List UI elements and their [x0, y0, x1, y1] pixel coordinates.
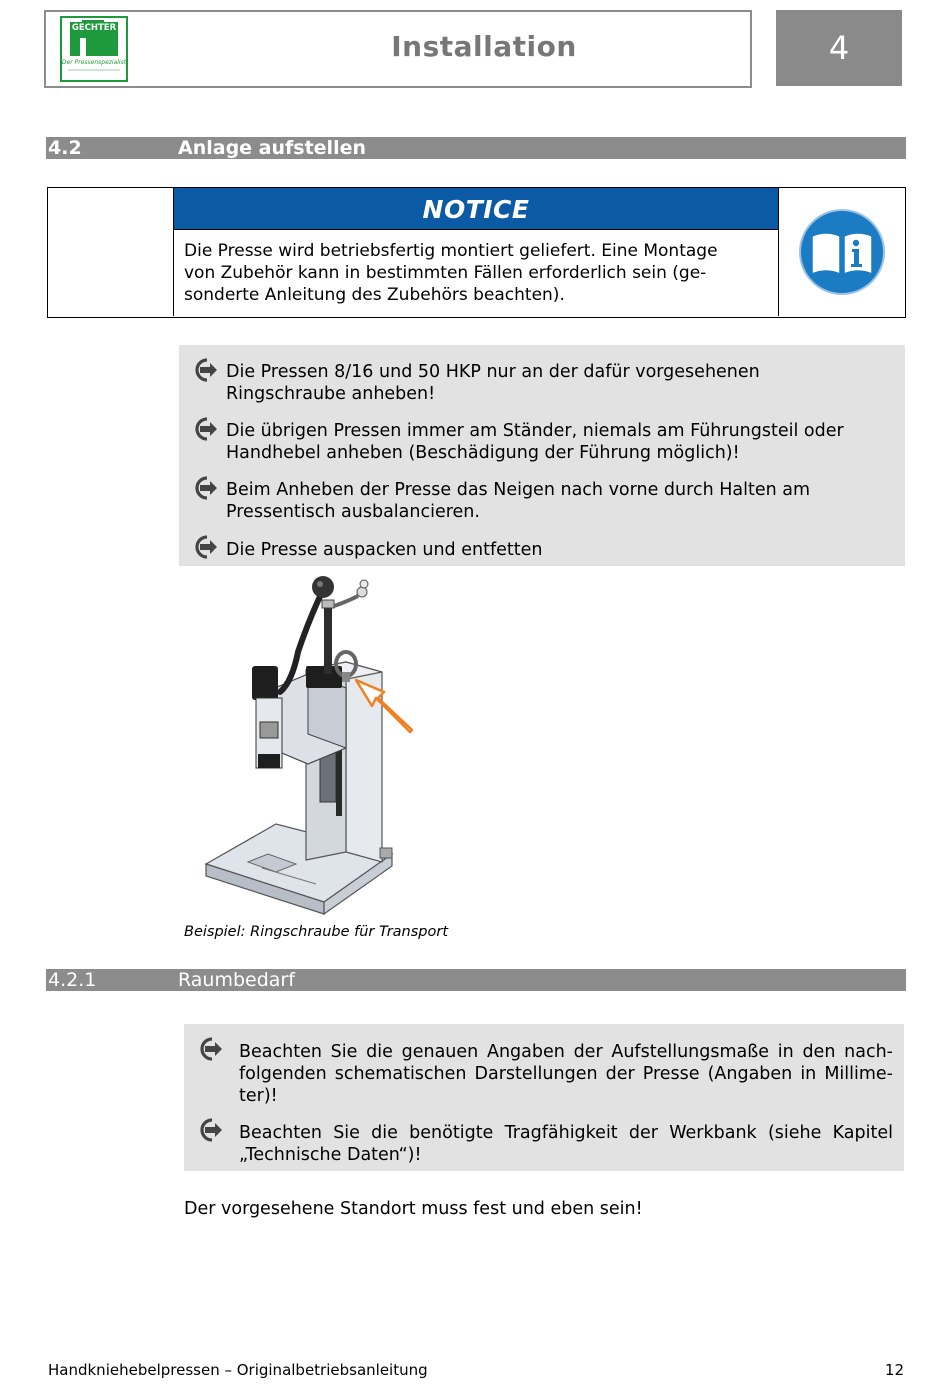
arrow-bullet-icon [200, 1037, 224, 1061]
arrow-bullet-icon [200, 1118, 224, 1142]
section-heading [46, 137, 906, 159]
space-instructions [184, 1024, 904, 1171]
figure-caption: Beispiel: Ringschraube für Transport [184, 924, 449, 940]
notice-divider [778, 187, 779, 316]
subsection-heading [46, 969, 906, 991]
lifting-instructions [179, 345, 905, 566]
list-item: Die Pressen 8/16 und 50 HKP nur an der dafür vorgesehenen Ringschraube anheben! [226, 362, 760, 404]
list-item: Die übrigen Pressen immer am Ständer, niemals am Führungsteil oder Handhebel anheben (Beschädigung der Führung möglich)! [226, 421, 844, 463]
arrow-bullet-icon [195, 358, 219, 382]
list-item: Beachten Sie die benötigte Tragfähigkeit der Werkbank (siehe Kapitel „Technische Daten“)! [239, 1123, 893, 1165]
notice-line: sonderte Anleitung des Zubehörs beachten). [184, 285, 565, 305]
list-item: Beachten Sie die genauen Angaben der Aufstellungsmaße in den nach- folgenden schematischen Darstellungen der Presse (Angaben in Millime- ter)! [239, 1042, 893, 1106]
section-number: 4.2 [48, 137, 82, 159]
manual-info-icon [798, 208, 886, 296]
logo-brand-text: GECHTER [71, 23, 117, 33]
location-note: Der vorgesehene Standort muss fest und eben sein! [184, 1199, 643, 1219]
list-item: Die Presse auspacken und entfetten [226, 540, 543, 560]
subsection-title: Raumbedarf [178, 969, 295, 991]
logo-tagline: Der Pressenspezialist [61, 59, 127, 66]
subsection-number: 4.2.1 [48, 969, 97, 991]
notice-heading: NOTICE [174, 188, 778, 230]
page-title: Installation [391, 30, 577, 63]
chapter-number: 4 [776, 10, 902, 86]
notice-text [184, 240, 764, 306]
press-illustration [196, 572, 426, 922]
notice-line: Die Presse wird betriebsfertig montiert geliefert. Eine Montage [184, 241, 718, 261]
section-title: Anlage aufstellen [178, 137, 366, 159]
page-number: 12 [884, 1361, 904, 1379]
arrow-bullet-icon [195, 476, 219, 500]
notice-left-cell [47, 187, 174, 316]
list-item: Beim Anheben der Presse das Neigen nach vorne durch Halten am Pressentisch ausbalancieren. [226, 480, 811, 522]
notice-line: von Zubehör kann in bestimmten Fällen erforderlich sein (ge- [184, 263, 707, 283]
arrow-bullet-icon [195, 535, 219, 559]
footer-document-title: Handkniehebelpressen – Originalbetriebsanleitung [48, 1361, 428, 1379]
arrow-bullet-icon [195, 417, 219, 441]
